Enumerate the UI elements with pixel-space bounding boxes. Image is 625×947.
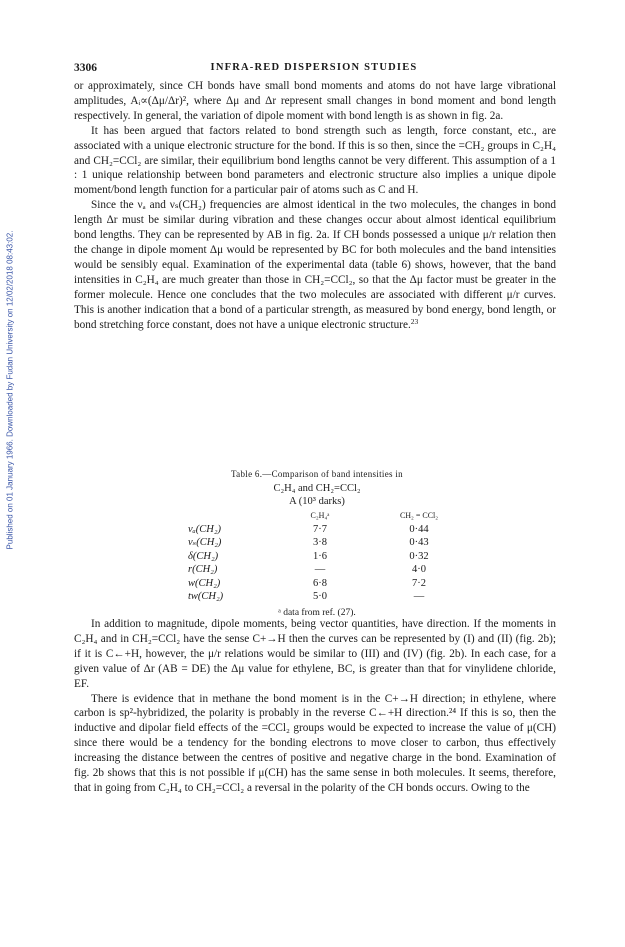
- table-body: [186, 523, 448, 605]
- table-row: [186, 523, 448, 537]
- table-caption: [186, 468, 448, 482]
- c2h4-cell: 3·8: [313, 537, 327, 549]
- table-footnote: ᵃ data from ref. (27).: [278, 608, 356, 619]
- c2h4-cell: 5·0: [313, 591, 327, 603]
- ch2ccl2-cell: 0·32: [409, 550, 429, 562]
- table-6: [186, 468, 448, 618]
- table-caption-line2: C₂H₄ and CH₂=CCl₂: [273, 482, 361, 494]
- column-header: CH₂ = CCl₂: [399, 510, 439, 520]
- paragraph: There is evidence that in methane the bond moment is in the C+→H direction; in ethylene, where carbon is sp²-hybridized, the polarity is probably in the reverse C←+H direction.²⁴ If this is so, then the inductive and dipolar field effects of the =CCl₂ groups would be expected to increase the value of μ(CH) since there would be a tendency for the bonding electrons to move closer to carbon, thus effectively increasing the distance between the centres of positive and negative charge in the bond. Examination of fig. 2b shows that this is not possible if μ(CH) has the same sense in both molecules. It seems, therefore, that in going from C₂H₄ to CH₂=CCl₂ a reversal in the polarity of the CH bonds occurs. Owing to the: [74, 692, 556, 794]
- ch2ccl2-cell: 7·2: [412, 577, 426, 589]
- mode-cell: r(CH₂): [188, 564, 218, 576]
- mode-cell: νₛ(CH₂): [188, 537, 222, 549]
- ch2ccl2-cell: —: [413, 591, 425, 603]
- mode-cell: tw(CH₂): [188, 591, 224, 603]
- table-row: [186, 536, 448, 550]
- ch2ccl2-cell: 4·0: [412, 564, 426, 576]
- body-text-bottom: [74, 617, 556, 796]
- c2h4-cell: —: [314, 564, 326, 576]
- paragraph: [74, 198, 556, 332]
- running-title: INFRA-RED DISPERSION STUDIES: [210, 62, 418, 73]
- page-header: [74, 62, 554, 78]
- mode-cell: νₐ(CH₂): [188, 523, 221, 535]
- paragraph: It has been argued that factors related to bond strength such as length, force constant, etc., are associated with a unique electronic structure for the bond. If this is so then, since the =CH₂ groups in C₂H₄ and CH₂=CCl₂ are similar, their equilibrium bond lengths cannot be very different. This assumption of a 1 : 1 unique relationship between bond parameters and electronic structure also implies a unique dipole moment/bond length function for a particular pair of atoms such as C and H.: [74, 124, 556, 197]
- ch2ccl2-cell: 0·44: [409, 523, 429, 535]
- c2h4-cell: 1·6: [313, 550, 327, 562]
- table-row: [186, 577, 448, 591]
- reference-superscript: 23: [410, 316, 419, 326]
- mode-cell: δ(CH₂): [188, 550, 219, 562]
- download-watermark: [0, 170, 20, 610]
- c2h4-cell: 6·8: [313, 577, 327, 589]
- paragraph: or approximately, since CH bonds have small bond moments and atoms do not have large vibrational amplitudes, Aᵢ∝(Δμ/Δr)², where Δμ and Δr represent small changes in bond moment and bond length respectively. In general, the variation of dipole moment with bond length is as shown in fig. 2a.: [74, 80, 556, 122]
- body-text-top: [74, 79, 556, 332]
- table-row: [186, 563, 448, 577]
- c2h4-cell: 7·7: [313, 523, 327, 535]
- ch2ccl2-cell: 0·43: [409, 537, 429, 549]
- table-caption-prefix: Table 6.—: [231, 469, 272, 479]
- download-watermark-text: Published on 01 January 1966. Downloaded by Fudan University on 12/02/2018 08:43:02.: [5, 230, 15, 550]
- table-row: [186, 590, 448, 604]
- table-row: [186, 550, 448, 564]
- table-header-row: [186, 509, 448, 523]
- page-number: 3306: [74, 62, 97, 74]
- table-caption-line3: A (10³ darks): [289, 496, 345, 507]
- paragraph-text: Since the νₐ and νₛ(CH₂) frequencies are almost identical in the two molecules, the changes in bond length Δr must be similar during vibration and these changes occur about almost identical equilibrium bond lengths. They can be represented by AB in fig. 2a. If CH bonds possessed a unique μ/r relation then the change in dipole moment Δμ would be represented by BC for both molecules and the band intensities would be sensibly equal. Examination of the experimental data (table 6) shows, however, that the band intensities in C₂H₄ are much greater than those in CH₂=CCl₂, so that the Δμ factor must be greater in the former molecule. Hence one concludes that the two molecules are associated with different μ/r curves. This is another indication that a bond of a particular strength, as measured by bond energy, bond length, or bond stretching force constant, does not have a unique electronic structure.: [74, 199, 556, 331]
- mode-cell: w(CH₂): [188, 577, 221, 589]
- column-header: C₂H₄ᵃ: [310, 510, 330, 520]
- table-caption-title: Comparison of band intensities in: [271, 469, 403, 479]
- paragraph: In addition to magnitude, dipole moments, being vector quantities, have direction. If the moments in C₂H₄ and in CH₂=CCl₂ have the sense C+→H then the curves can be represented by (I) and (II) (fig. 2b); if it is C←+H, however, the μ/r relations would be similar to (III) and (IV) (fig. 2b). In each case, for a given value of Δr (AB = DE) the Δμ value for ethylene, BC, is greater than that for vinylidene chloride, EF.: [74, 618, 556, 690]
